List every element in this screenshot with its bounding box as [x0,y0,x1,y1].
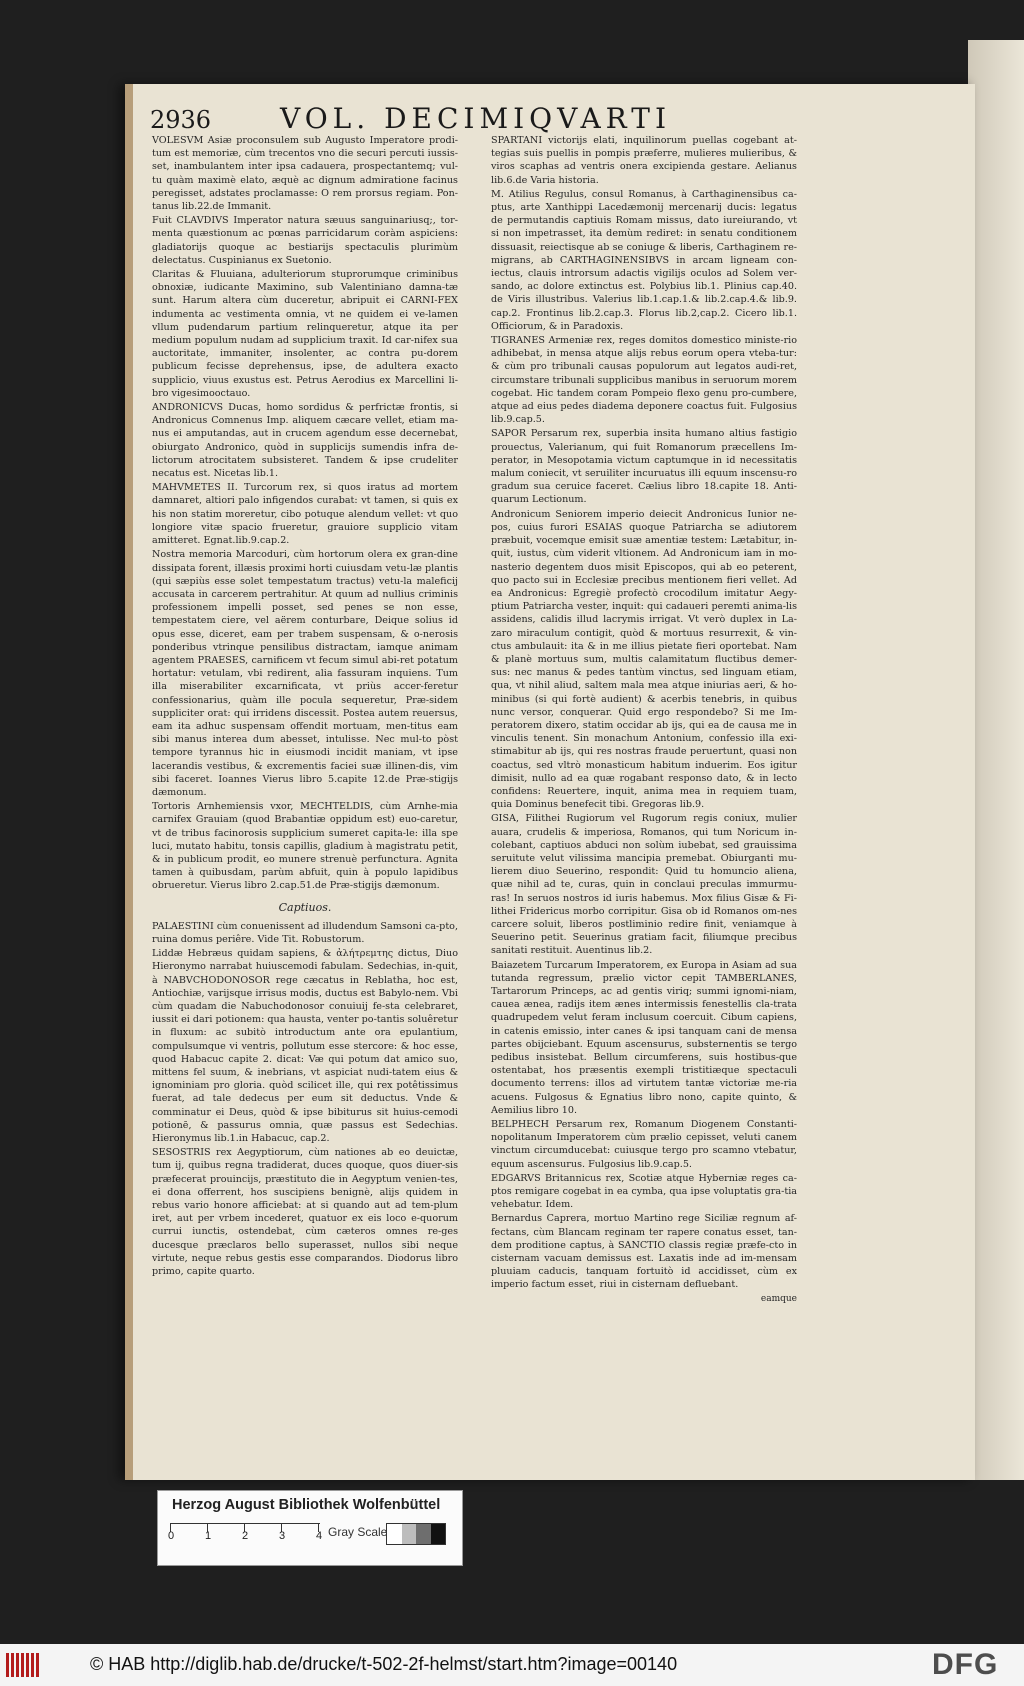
paragraph: EDGARVS Britannicus rex, Scotiæ atque Hyberniæ reges ca-ptos remigare cogebat in ea cymba, qua ipse voluptatis gra-tia vehebatur. Idem. [491,1172,797,1211]
paragraph: Andronicum Seniorem imperio deiecit Andronicus Iunior ne-pos, cuius furori ESAIAS quoque Patriarcha se adiutorem præbuit, vocemque emisit suæ amentiæ testem: Lætabitur, in-quit, iustus, cùm viderit vltionem. Ad Andronicum iam in mo-nasterio degentem duos misit Episcopos, qui ab eo peterent, quo pacto sui in Ecclesiæ precibus mentionem fieri vellet. Ad ea Andronicus: Egregiè profectò crocodilum imitatur Aegy-ptium Patriarcha vester, inquit: qui cadaueri peremti anima-lis assidens, calidis illud lacrymis irrigat. Vt verò duplex in La-zaro miraculum contigit, quòd & mortuus resurrexit, & vin-ctus ambulauit: ita & in me illius pietate fieri oportebat. Nam & planè mortuus sum, multis calamitatum fluctibus demer-sus: nec manus & pedes tantùm vinctus, sed linguam etiam, qua, vt nihil aliud, saltem mala mea atque iniurias aeri, & ho-minibus (si qui fortè audient) & acerbis tenebris, in quibus nunc versor, conquerar. Quid ergo respondebo? Si me Im-peratorem dixero, statim occidar ab ijs, qui ea de causa me in vinculis tenent. Sin monachum Antonium, confessio illa exi-stimabitur ab ijs, qui res nostras fraude peruertunt, quasi non coactus, sed vltrò monasticum habitum induerim. Eos igitur dimisit, nullo ad ea quæ rogabant responso dato, & in lecto confidens: Reuertere, inquit, anima mea in requiem tuam, quia Dominus benefecit tibi. Gregoras lib.9. [491,508,797,811]
gray-scale-label: Gray Scale [328,1525,388,1539]
paragraph: Baiazetem Turcarum Imperatorem, ex Europa in Asiam ad sua tutanda regressum, prælio victor cepit TAMBERLANES, Tartarorum Princeps, ac ad gentis viriq; summi ignomi-niam, cauea ænea, radijs item ænes intermissis fenestellis cla-trata quadrupedem velut feram inclusum coercuit. Cibum capiens, in catenis emissio, inter canes & ipsi tanquam cani de mensa partes obijciebant. Equum ascensurus, substernentis se tergo pedibus insistebat. Bellum circumferens, suis hostibus-que ostentabat, hos præsentis exempli tristitiæque spectaculi documento terrens: illos ad virtutem tantæ victoriæ me-ria acuens. Fulgosus & Egnatius libro nono, capite quinto, & Aemilius libro 10. [491,959,797,1116]
ruler-number: 2 [242,1530,249,1542]
paragraph: Bernardus Caprera, mortuo Martino rege Siciliæ regnum af-fectans, cùm Blancam reginam ter rapere conatus esset, tan-dem proditione captus, à SANCTIO classis regiæ præfe-cto in cisternam vacuam demissus est. Laxatis inde ad im-mensam pluuiam caducis, tanquam fortuitò id accidisset, cùm ex imperio factum esset, riui in cisternam defluebant. [491,1213,797,1291]
paragraph: SESOSTRIS rex Aegyptiorum, cùm nationes ab eo deuictæ, tum ij, quibus regna tradiderat, duces quoque, quos diuer-sis præfecerat prouincijs, præstituto die in Aegyptum venien-tes, ei dona offerrent, hos suscipiens benignè, alijs quidem in rebus vario honore afficiebat: at si quando aut ad tem-plum iret, aut per vrbem incederet, quatuor ex eis loco e-quorum currui iunctis, ostendebat, cùm cæteros omnes re-ges ducesque præclaros bello superasset, nullos sibi neque virtute, neque rebus gestis esse comparandos. Diodorus libro primo, capite quarto. [152,1147,458,1278]
adjacent-page-edge [968,40,1024,1480]
section-heading: Captiuos. [278,900,332,914]
page-number: 2936 [150,106,212,134]
paragraph: SAPOR Persarum rex, superbia insita humano altius fastigio prouectus, Valerianum, qui fuit Romanorum præcellens Im-perator, in Mesopotamia victum captumque in id necessitatis malum coniecit, vt seruiliter incuruatus illi equum inscensu-ro gradum sua ceruice faceret. Cælius libro 18.capite 18. Anti-quarum Lectionum. [491,428,797,506]
paragraph: Nostra memoria Marcoduri, cùm hortorum olera ex gran-dine dissipata forent, illæsis proximi horti cuiusdam vetu-læ plantis (qui sæpiùs esse solet tempestatum tractus) vetu-la maleficij accusata in carcerem pertrahitur. At quum ad nullius criminis professionem impelli posset, sed penes se non esse, tempestatem ciere, vel aërem conturbare, Deique solius id opus esse, diceret, eam per trabem suspensam, & o-nerosis ponderibus vtrinque pensilibus distractam, iamque animam agentem PRAESES, carnificem vt fecum simul abi-ret potatum hortatur: vetulam, vbi redirent, alia fassuram inquiens. Tum illa miserabiliter excarnificata, vt priùs accer-feretur confessionarius, quàm ille pocula sequeretur, Præ-sidem suppliciter orat: qui irridens discessit. Postea autem reuersus, eam ita adhuc suspensam offendit mortuam, men-titus eam sibi manus interea dum abesset, intulisse. Nec mul-to pòst tempore tyrannus hic in eiusmodi incidit maniam, vt ipse lacerandis vestibus, & excrementis faciei suæ illinen-dis, vim sibi faceret. Ioannes Vierus libro 5.capite 12.de Præ-stigijs dæmonum. [152,549,458,798]
paragraph: Liddæ Hebræus quidam sapiens, & ἀλήτρεμτης dictus, Diuo Hieronymo narrabat huiuscemodi fabulam. Sedechias, in-quit, à NABVCHODONOSOR rege cæcatus in Reblatha, hoc est, Antiochiæ, varijsque irrisus modis, ductus est Babylo-nem. Vbi cùm quadam die Nabuchodonosor conuiuij fe-sta celebraret, iussit ei dari potionem: qua hausta, venter po-tantis soluêretur in fluxum: ac subitò introductum ante ora epulantium, compulsumque vi ventris, pollutum esse stercore: & hoc esse, quod Habacuc capite 2. dicat: Væ qui potum dat amico suo, mittens fel suum, & inebrians, vt aspiciat nudi-tatem eius & ignominiam pro gloria. quòd scilicet ille, qui rex potêtissimus fuerat, ad tale dedecus per eum sit deductus. Vnde & comminatur ei Deus, quòd & ipse bibiturus sit huius-cemodi potionē, & passurus omnia, quæ passus est Sedechias. Hieronymus lib.1.in Habacuc, cap.2. [152,948,458,1145]
page-header [150,102,810,136]
right-text-column [491,134,797,1306]
left-text-column [152,134,458,1279]
ruler-number: 3 [279,1530,286,1542]
paragraph: SPARTANI victorijs elati, inquilinorum puellas cogebant at-tegias suis puellis in pompis præferre, mulieres mulieribus, & viros scaphas ad ventris onera excipienda gestare. Aelianus lib.6.de Varia historia. [491,135,797,186]
paragraph: BELPHECH Persarum rex, Romanum Diogenem Constanti-nopolitanum Imperatorem cùm prælio cepisset, veluti canem vinctum circumducebat: cuiusque tergo pro scamno vtebatur, equum ascensurus. Fulgosius lib.9.cap.5. [491,1119,797,1170]
paragraph: ANDRONICVS Ducas, homo sordidus & perfrictæ frontis, si Andronicus Comnenus Imp. aliquem cæcare vellet, etiam ma-nus ei amputandas, aut in crucem agendum esse decernebat, obiurgato Andronico, quòd in supplicijs sumendis infra de-lictorum atrocitatem subsisteret. Tandem & ipse crudeliter necatus est. Nicetas lib.1. [152,402,458,480]
running-title: VOL. DECIMIQVARTI [280,102,672,135]
library-color-scale-label [157,1490,463,1566]
gray-scale-swatch [386,1523,446,1545]
catchword: eamque [760,1293,797,1304]
ruler-scale [168,1523,323,1544]
footer-bar [0,1644,1024,1686]
barcode-icon [6,1653,46,1677]
paragraph: M. Atilius Regulus, consul Romanus, à Carthaginensibus ca-ptus, arte Xanthippi Lacedæmonij mercenarij ducis: legatus de permutandis captiuis Romam missus, dato iureiurando, vt si non impetrasset, ita demùm rediret: in senatu conditionem dissuasit, reiectisque ab se coniuge & liberis, Carthaginem re-migrans, ab CARTHAGINENSIBVS in arcam ligneam con-iectus, clauis introrsum adactis vigilijs oculos ad Solem ver-sando, ac dolore extinctus est. Polybius lib.1. Plinius cap.40. de Viris illustribus. Valerius lib.1.cap.1.& lib.2.cap.4.& lib.9. cap.2. Frontinus lib.2.cap.3. Florus lib.2,cap.2. Cicero lib.1. Officiorum, & in Paradoxis. [491,188,797,332]
ruler-number: 0 [168,1530,175,1542]
source-url[interactable]: © HAB http://diglib.hab.de/drucke/t-502-2f-helmst/start.htm?image=00140 [90,1654,678,1674]
paragraph: Claritas & Fluuiana, adulteriorum stuprorumque criminibus obnoxiæ, iudicante Maximino, sub Valentiniano damna-tæ sunt. Harum altera cùm duceretur, abripuit ei CARNI-FEX indumenta ac vestimenta omnia, vt ne quidem ei ve-lamen vllum pudendarum partium relinqueretur, atque ita per medium populum nudam ad supplicium traxit. Id car-nifex sua auctoritate, immaniter, insolenter, ac contra pu-dorem publicum fecisse deprehensus, ipse, de adultera exacto supplicio, viuus exustus est. Petrus Aerodius ex Marcellini li-bro vigesimooctauo. [152,269,458,399]
paragraph: TIGRANES Armeniæ rex, reges domitos domestico ministe-rio adhibebat, in mensa atque alijs rebus eorum opera vteba-tur: & cùm pro tribunali causas populorum aut legatos audi-ret, circumstare tribunali supplicibus manibus in seruorum morem cogebat. Hic tandem coram Pompeio flexo genu pro-cumbere, atque ad eius pedes diadema deponere coactus fuit. Fulgosius lib.9.cap.5. [491,335,797,426]
dfg-logo: DFG [932,1648,999,1681]
library-name: Herzog August Bibliothek Wolfenbüttel [172,1497,441,1513]
paragraph: MAHVMETES II. Turcorum rex, si quos iratus ad mortem damnaret, altiori palo infigendos curabat: vt tamen, si quis ex his non statim moreretur, cibo potuque alendum vellet: vt quo longiore vitæ spacio frueretur, grauiore supplicio vitam amitteret. Egnat.lib.9.cap.2. [152,482,458,547]
paragraph: Fuit CLAVDIVS Imperator natura sæuus sanguinariusq;, tor-menta quæstionum ac pœnas parricidarum coràm aspiciens: gladiatorijs quoque ac bestiarijs spectaculis plurimùm delectatus. Cuspinianus ex Suetonio. [152,215,458,266]
paragraph: PALAESTINI cùm conuenissent ad illudendum Samsoni ca-pto, ruina domus periêre. Vide Tit. Robustorum. [152,920,458,945]
paragraph: Tortoris Arnhemiensis vxor, MECHTELDIS, cùm Arnhe-mia carnifex Grauiam (quod Brabantiæ oppidum est) euo-caretur, vt de tribus facinorosis supplicium sumeret capita-le: illa spe luci, mutato habitu, tonsis capillis, gladium à magistratu petit, & in publicum prodit, eo munere strenuè perfunctura. Agnita tamen à quibusdam, parùm abfuit, quin à populo lapidibus obrueretur. Vierus libro 2.cap.51.de Præ-stigijs dæmonum. [152,801,458,892]
paragraph: VOLESVM Asiæ proconsulem sub Augusto Imperatore prodi-tum est memoriæ, cùm trecentos vno die securi percuti iussis-set, inambulantem inter ipsa cadauera, prospectantemq; vul-tu quàm maximè elato, æquè ac dignum admiratione facinus peregisset, adstates proclamasse: O rem prorsus regiam. Pon-tanus lib.22.de Immanit. [152,135,458,213]
paragraph: GISA, Filithei Rugiorum vel Rugorum regis coniux, mulier auara, crudelis & imperiosa, Romanos, qui tum Noricum in-colebant, captiuos abduci non solùm iubebat, sed grauissima seruitute velut vilissima mancipia premebat. Obiurganti mu-lierem diuo Seuerino, respondit: Quid tu homuncio aliena, quæ nihil ad te, curas, quin in conclaui preculas immurmu-ras! In seruos nostros id iuris habemus. Mox filius Gisæ & Fi-lithei Fridericus morbo corripitur. Gisa ob id Romanos om-nes carcere soluit, liberos postliminio redire finit, veniamque à Seuerino petit. Seuerinus gratiam facit, filiumque precibus sanitati restituit. Auentinus lib.2. [491,813,797,957]
ruler-number: 1 [205,1530,212,1542]
ruler-number: 4 [316,1530,323,1542]
